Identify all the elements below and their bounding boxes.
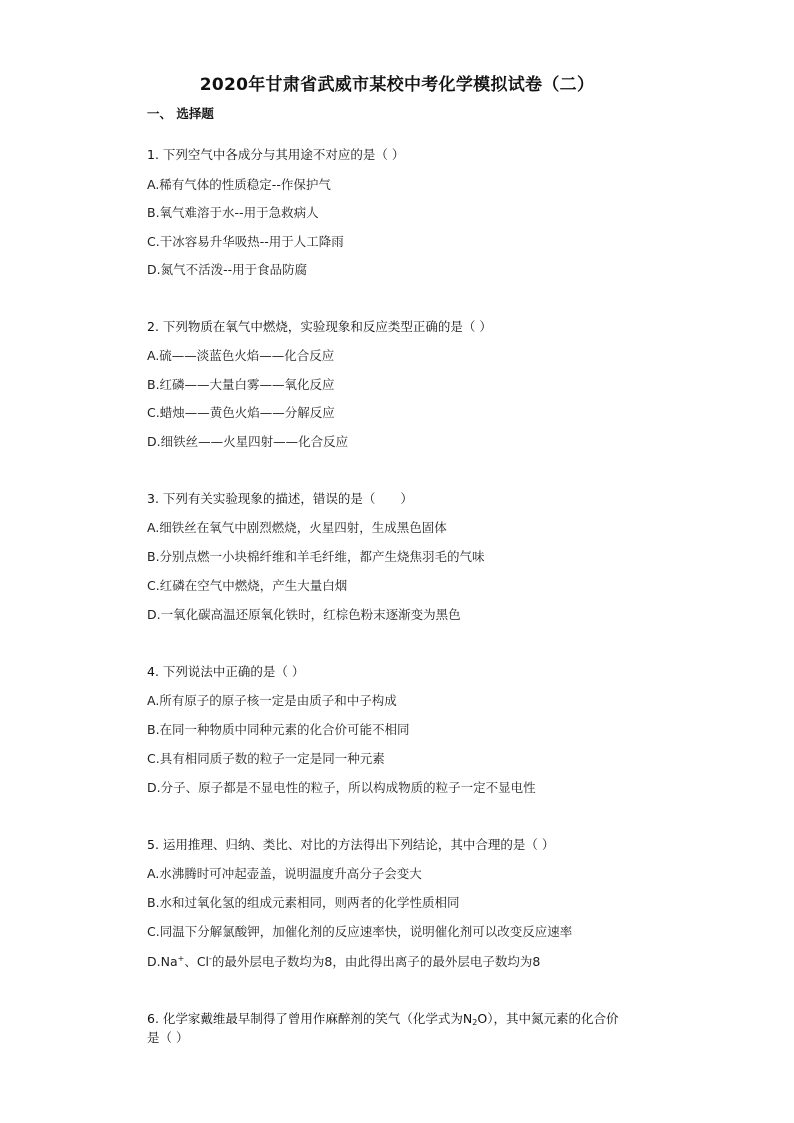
question-4-stem: 4. 下列说法中正确的是（ ） [147, 664, 305, 679]
q6-part2: O），其中氮元素的化合价 [477, 1011, 619, 1026]
question-3-option-b: B.分别点燃一小块棉纤维和羊毛纤维，都产生烧焦羽毛的气味 [147, 549, 485, 564]
question-6-stem [147, 1011, 618, 1026]
question-3-option-a: A.细铁丝在氧气中剧烈燃烧，火星四射，生成黑色固体 [147, 520, 447, 535]
question-2-option-b: B.红磷——大量白雾——氧化反应 [147, 377, 335, 392]
question-4-option-a: A.所有原子的原子核一定是由质子和中子构成 [147, 693, 397, 708]
question-5-option-b: B.水和过氧化氢的组成元素相同，则两者的化学性质相同 [147, 895, 460, 910]
q6-subscript: 2 [472, 1018, 478, 1027]
question-1-option-b: B.氧气难溶于水--用于急救病人 [147, 205, 319, 220]
question-5-stem: 5. 运用推理、归纳、类比、对比的方法得出下列结论，其中合理的是（ ） [147, 837, 555, 852]
question-5-option-d [147, 954, 540, 969]
question-2-option-d: D.细铁丝——火星四射——化合反应 [147, 434, 349, 449]
question-3-stem: 3. 下列有关实验现象的描述，错误的是（ ） [147, 491, 413, 506]
question-2-stem: 2. 下列物质在氧气中燃烧，实验现象和反应类型正确的是（ ） [147, 319, 492, 334]
option-d-na: D.Na [147, 954, 178, 969]
question-6-stem-line2: 是（ ） [147, 1030, 189, 1045]
question-3-option-c: C.红磷在空气中燃烧，产生大量白烟 [147, 578, 348, 593]
question-2-option-a: A.硫——淡蓝色火焰——化合反应 [147, 348, 335, 363]
question-1-stem: 1. 下列空气中各成分与其用途不对应的是（ ） [147, 147, 405, 162]
question-5-option-a: A.水沸腾时可冲起壶盖，说明温度升高分子会变大 [147, 866, 422, 881]
question-1-option-a: A.稀有气体的性质稳定--作保护气 [147, 177, 331, 192]
question-1-option-c: C.干冰容易升华吸热--用于人工降雨 [147, 234, 344, 249]
question-4-option-d: D.分子、原子都是不显电性的粒子，所以构成物质的粒子一定不显电性 [147, 780, 536, 795]
question-5-option-c: C.同温下分解氯酸钾，加催化剂的反应速率快，说明催化剂可以改变反应速率 [147, 924, 573, 939]
question-1-option-d: D.氮气不活泼--用于食品防腐 [147, 262, 308, 277]
question-2-option-c: C.蜡烛——黄色火焰——分解反应 [147, 405, 335, 420]
question-3-option-d: D.一氧化碳高温还原氧化铁时，红棕色粉末逐渐变为黑色 [147, 607, 461, 622]
minus-charge: - [209, 954, 212, 963]
question-4-option-b: B.在同一种物质中同种元素的化合价可能不相同 [147, 722, 410, 737]
plus-charge: + [177, 954, 185, 963]
option-d-rest: 的最外层电子数均为8，由此得出离子的最外层电子数均为8 [211, 954, 541, 969]
question-4-option-c: C.具有相同质子数的粒子一定是同一种元素 [147, 751, 385, 766]
page-title: 2020年甘肃省武威市某校中考化学模拟试卷（二） [199, 75, 595, 95]
option-d-sep: 、Cl [184, 954, 210, 969]
section-heading: 一、 选择题 [147, 106, 214, 121]
q6-part1: 6. 化学家戴维最早制得了曾用作麻醉剂的笑气（化学式为N [147, 1011, 473, 1026]
